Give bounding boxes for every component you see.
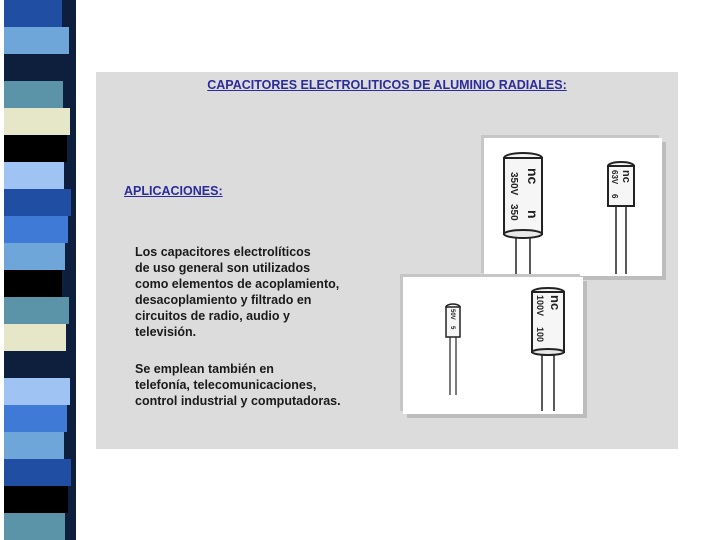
stripe-block	[4, 243, 65, 270]
svg-text:n: n	[525, 210, 541, 219]
stripe-block	[4, 513, 65, 540]
stripe-block	[4, 270, 62, 297]
capacitor-label-value: 5	[449, 326, 455, 330]
stripe-block	[4, 135, 67, 162]
stripe-block	[4, 459, 71, 486]
stripe-block	[4, 189, 71, 216]
stripe-block	[4, 81, 63, 108]
stripe-block	[4, 432, 64, 459]
stripe-block	[4, 297, 69, 324]
stripe-block	[4, 405, 67, 432]
paragraph-uses: Los capacitores electrolíticos de uso general son utilizados como elementos de acoplamiento, desacoplamiento y filtrado en circuitos de radio, audio y televisión.	[135, 245, 340, 339]
stripe-block	[4, 54, 66, 81]
capacitor-label-voltage: 63V	[610, 170, 619, 185]
capacitor-photo-bottom	[403, 277, 583, 414]
stripe-block	[4, 0, 62, 27]
capacitor-50v-image	[446, 304, 460, 395]
stripe-block	[4, 162, 64, 189]
paragraph-applications: Se emplean también en telefonía, telecomunicaciones, control industrial y computadoras.	[135, 362, 341, 408]
slide-content-panel	[96, 72, 678, 449]
stripe-block	[4, 486, 68, 513]
section-heading-aplicaciones: APLICACIONES:	[124, 184, 223, 198]
slide-title: CAPACITORES ELECTROLITICOS DE ALUMINIO RADIALES:	[207, 78, 567, 92]
stripe-block	[4, 351, 63, 378]
capacitor-brand-mark: nc	[620, 170, 632, 183]
capacitor-label-voltage: 350V	[508, 172, 519, 196]
capacitor-label-voltage: 100V	[535, 295, 545, 317]
capacitor-label-voltage: 50V	[449, 309, 455, 320]
capacitor-label-value: 6	[610, 194, 619, 199]
stripe-block	[4, 216, 68, 243]
capacitor-350v-image	[504, 153, 542, 274]
capacitor-brand-mark: nc	[548, 295, 563, 311]
stripe-block	[4, 324, 66, 351]
decorative-side-stripe	[0, 0, 80, 540]
capacitor-63v-image	[608, 162, 634, 274]
capacitor-label-value: 100	[535, 327, 545, 343]
capacitor-label-value: 350	[508, 204, 519, 221]
capacitor-photo-top	[484, 138, 662, 276]
capacitor-brand-mark: nc	[525, 168, 541, 185]
capacitor-100v-image	[532, 288, 564, 411]
stripe-block	[4, 27, 69, 54]
stripe-block	[4, 108, 70, 135]
stripe-block	[4, 378, 70, 405]
